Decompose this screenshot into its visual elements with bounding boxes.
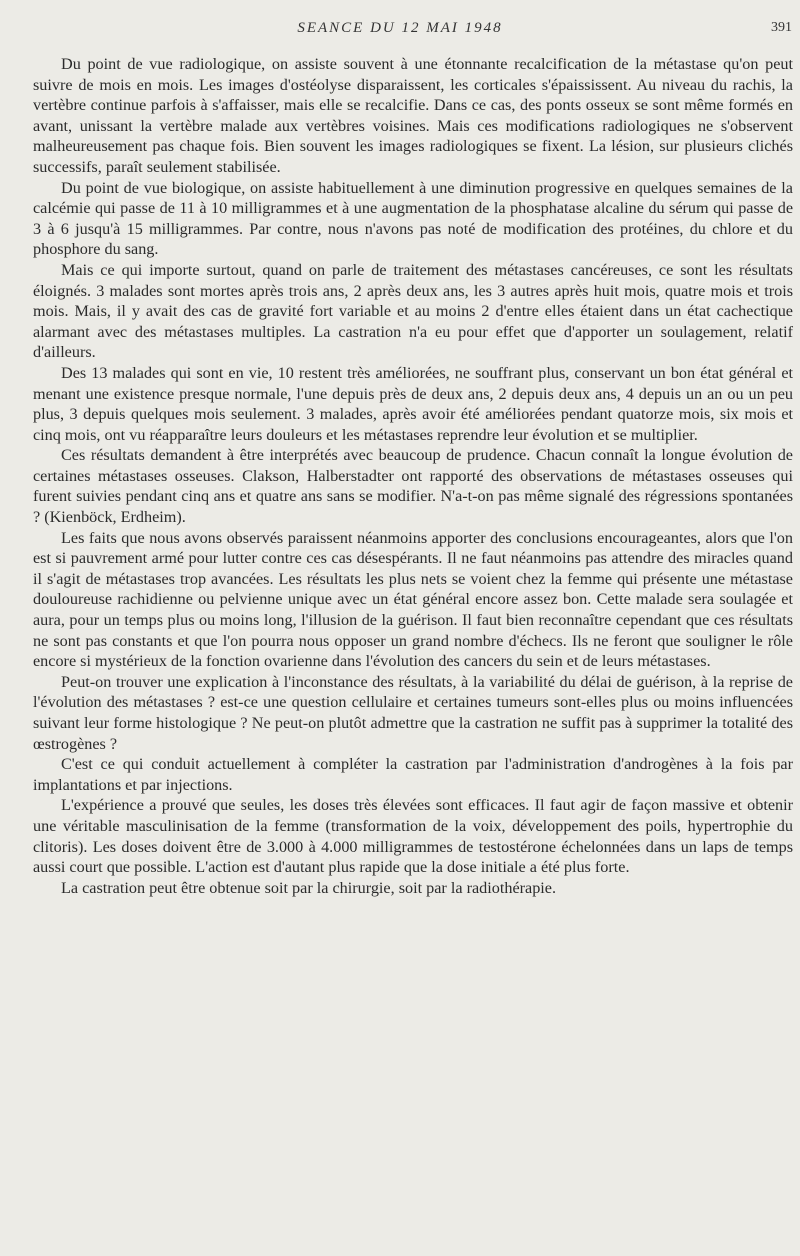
paragraph-resultats-eloignes: Mais ce qui importe surtout, quand on parle de traitement des métastases cancéreuses, ce sont les résultats éloignés. 3 malades sont mortes après trois ans, 2 après deux ans, les 3 autres après huit mois, quatre mois et trois mois. Mais, il y avait des cas de gravité fort variable et au moins 2 d'entre elles étaient dans un état cachectique alarmant avec des métastases multiples. La castration n'a eu pour effet que d'apporter un soulagement, relatif d'ailleurs.	[33, 260, 793, 362]
paragraph-experience: L'expérience a prouvé que seules, les doses très élevées sont efficaces. Il faut agir de façon massive et obtenir une véritable masculinisation de la femme (transformation de la voix, développement des poils, hypertrophie du clitoris). Les doses doivent être de 3.000 à 4.000 milligrammes de testostérone échelonnées dans un laps de temps aussi court que possible. L'action est d'autant plus rapide que la dose initiale a été plus forte.	[33, 796, 793, 877]
paragraph-conclusions: Les faits que nous avons observés paraissent néanmoins apporter des conclusions encourageantes, alors que l'on est si pauvrement armé pour lutter contre ces cas désespérants. Il ne faut néanmoins pas attendre des miracles quand il s'agit de métastases trop avancées. Les résultats les plus nets se voient chez la femme qui présente une métastase douloureuse rachidienne ou pelvienne unique avec un état général encore assez bon. Cette malade sera soulagée et aura, pour un temps plus ou moins long, l'illusion de la guérison. Il faut bien reconnaître cependant que ces résultats ne sont pas constants et que l'on pourra nous opposer un grand nombre d'échecs. Ils ne feront que souligner le rôle encore si mystérieux de la fonction ovarienne dans l'évolution des cancers du sein et de leurs métastases.	[33, 528, 793, 671]
header-title: SEANCE DU 12 MAI 1948	[297, 20, 503, 36]
paragraph-biologique: Du point de vue biologique, on assiste habituellement à une diminution progressive en quelques semaines de la calcémie qui passe de 11 à 10 milligrammes et à une augmentation de la phosphatase alcaline du sérum qui passe de 3 à 6 jusqu'à 15 milligrammes. Par contre, nous n'avons pas noté de modification des protéines, du chlore et du phosphore du sang.	[33, 178, 793, 259]
paragraph-radiologique: Du point de vue radiologique, on assiste souvent à une étonnante recalcification de la métastase qu'on peut suivre de mois en mois. Les images d'ostéolyse disparaissent, les corticales s'épaississent. Au niveau du rachis, la vertèbre continue parfois à s'affaisser, mais elle se recalcifie. Dans ce cas, des ponts osseux se sont même formés en avant, unissant la vertèbre malade aux vertèbres voisines. Mais ces modifications radiologiques ne s'observent malheureusement pas chaque fois. Bien souvent les images radiologiques se fixent. La lésion, sur plusieurs clichés successifs, paraît seulement stabilisée.	[33, 55, 793, 176]
running-header	[0, 20, 800, 44]
paragraph-androgenes: C'est ce qui conduit actuellement à compléter la castration par l'administration d'androgènes à la fois par implantations et par injections.	[33, 755, 793, 794]
paragraph-malades-en-vie: Des 13 malades qui sont en vie, 10 restent très améliorées, ne souffrant plus, conservant un bon état général et menant une existence presque normale, l'une depuis près de deux ans, 2 depuis deux ans, 4 depuis un an ou un peu plus, 3 depuis quelques mois seulement. 3 malades, après avoir été améliorées pendant quatorze mois, six mois et cinq mois, ont vu réapparaître leurs douleurs et les métastases reprendre leur évolution et se multiplier.	[33, 363, 793, 444]
paragraph-explication: Peut-on trouver une explication à l'inconstance des résultats, à la variabilité du délai de guérison, à la reprise de l'évolution des métastases ? est-ce une question cellulaire et certaines tumeurs sont-elles plus ou moins influencées suivant leur forme histologique ? Ne peut-on plutôt admettre que la castration ne suffit pas à supprimer la totalité des œstrogènes ?	[33, 672, 793, 753]
paragraph-prudence: Ces résultats demandent à être interprétés avec beaucoup de prudence. Chacun connaît la longue évolution de certaines métastases osseuses. Clakson, Halberstadter ont rapporté des observations de métastases osseuses qui furent suivies pendant cinq ans et quatre ans sans se modifier. N'a-t-on pas même signalé des régressions spontanées ? (Kienböck, Erdheim).	[33, 446, 793, 527]
body-text	[33, 54, 793, 898]
page-number: 391	[771, 20, 792, 35]
paragraph-castration: La castration peut être obtenue soit par la chirurgie, soit par la radiothérapie.	[61, 878, 557, 897]
